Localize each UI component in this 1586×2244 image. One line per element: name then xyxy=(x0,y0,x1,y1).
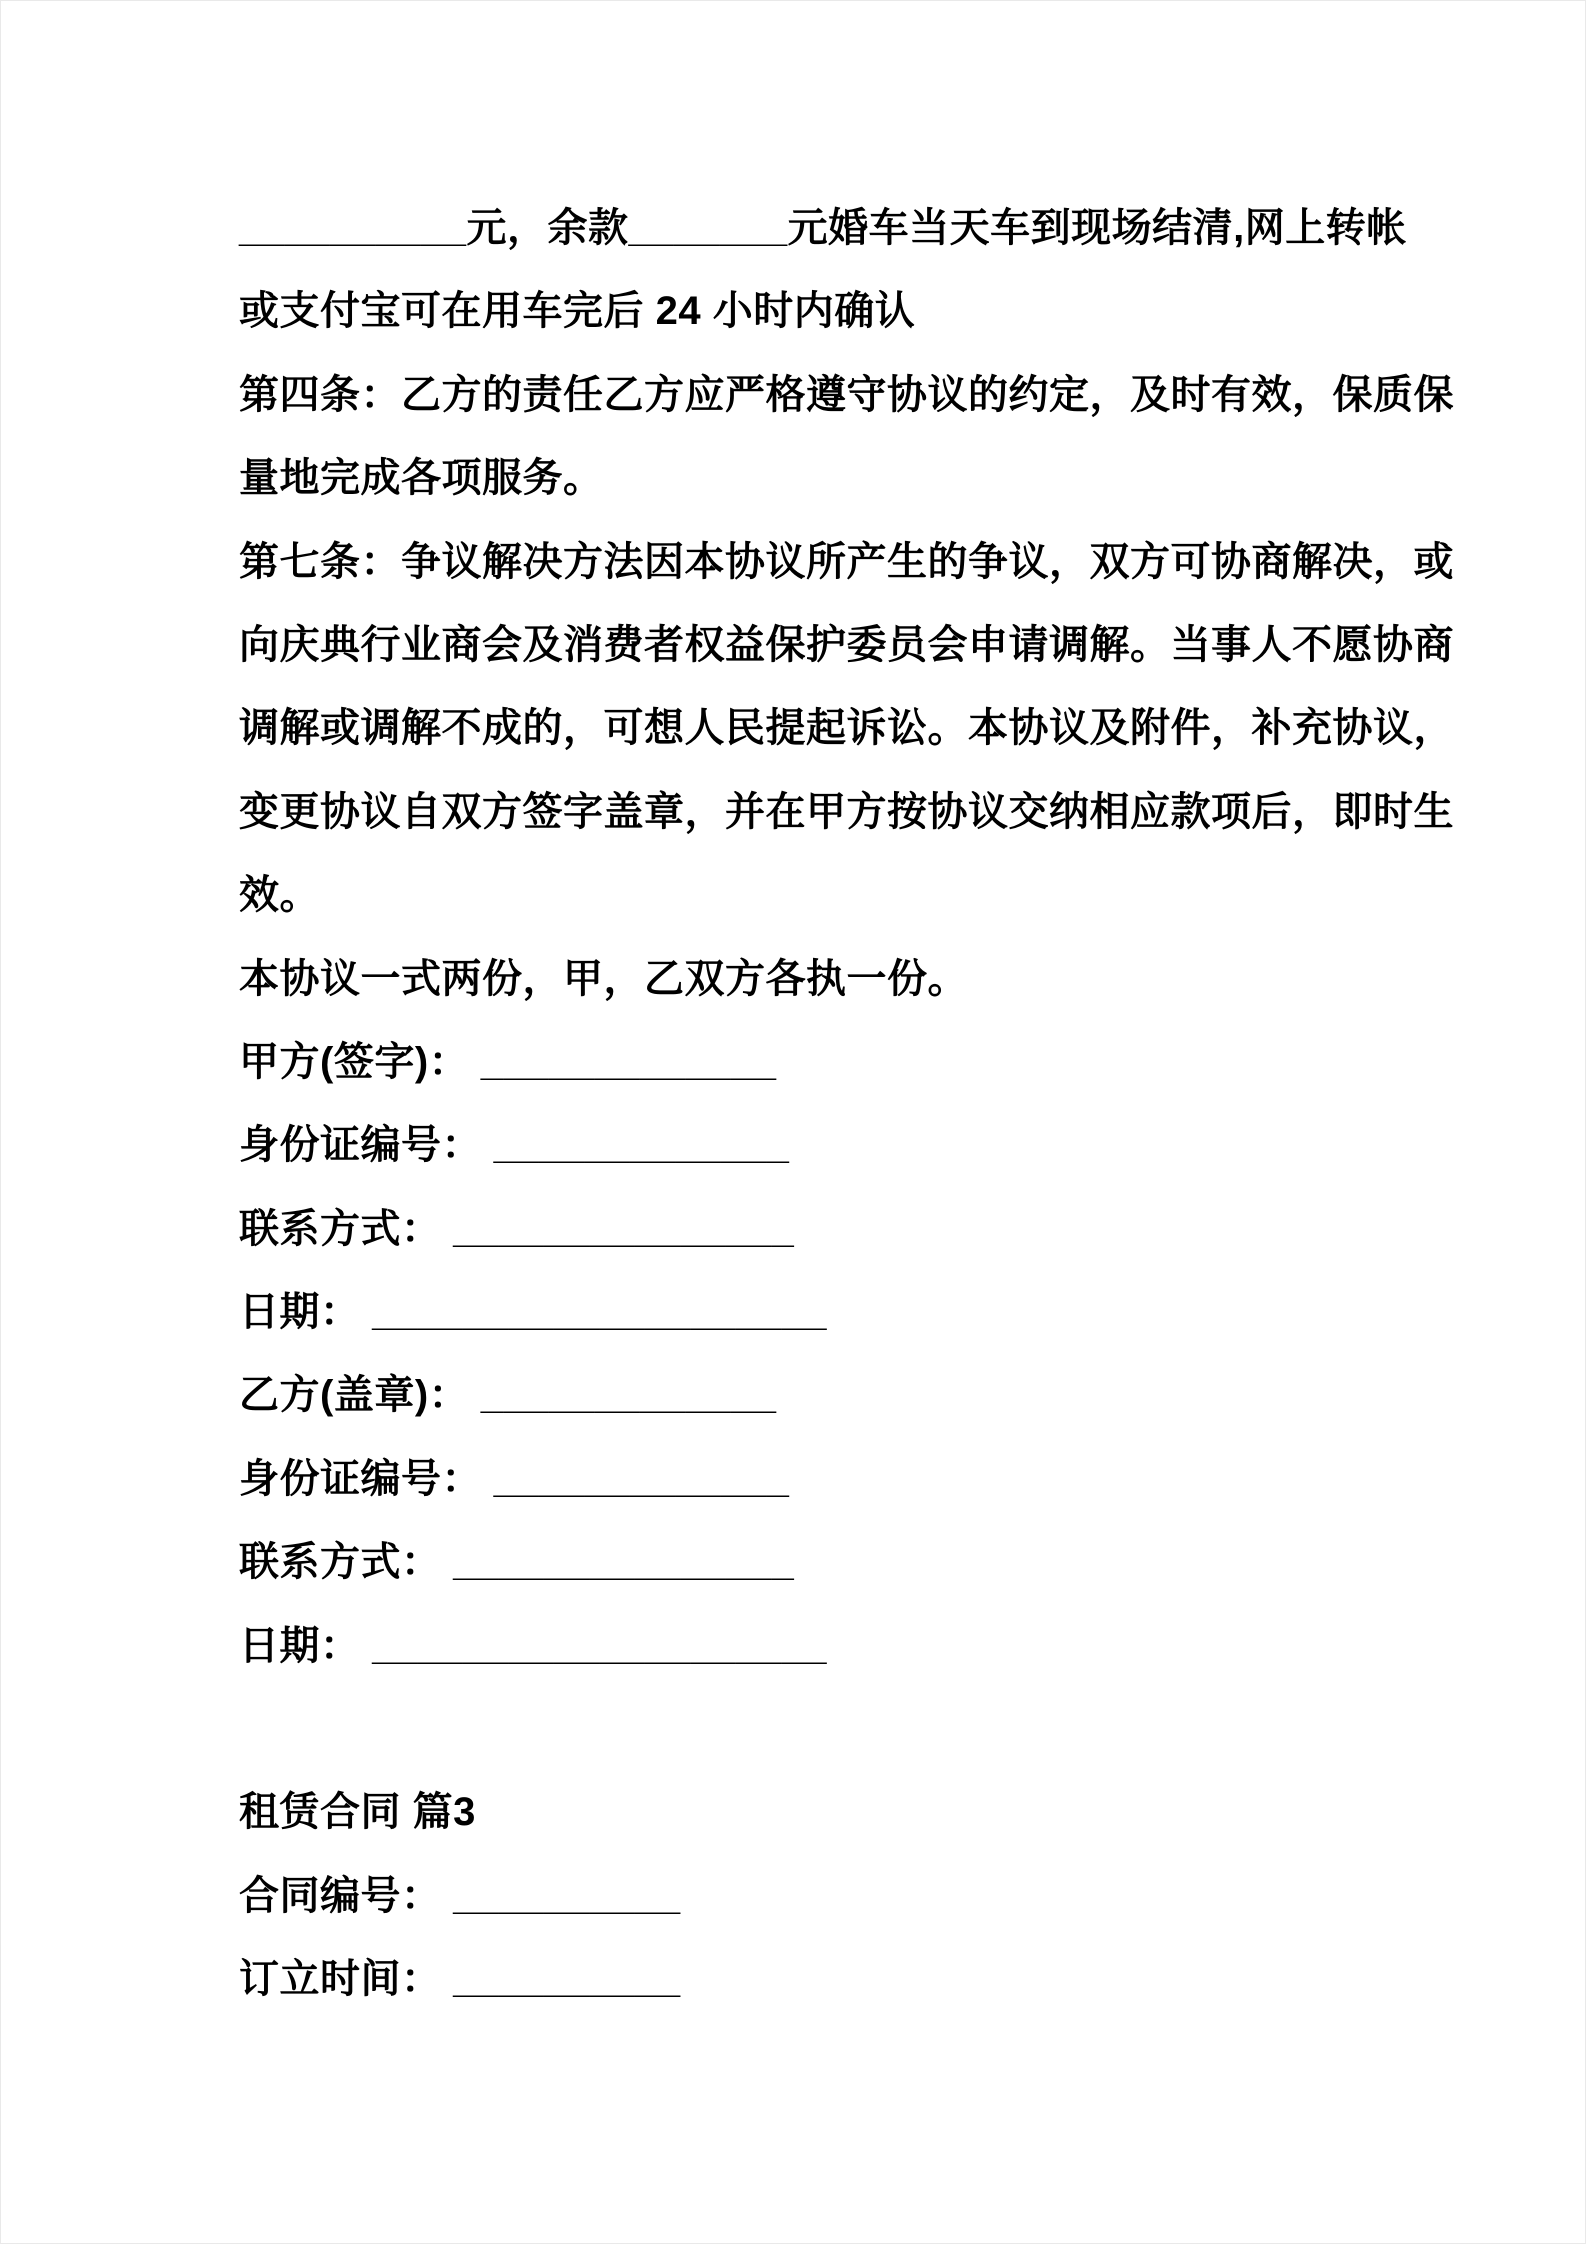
fill-in-line: 甲方(签字)： _____________ xyxy=(239,1039,777,1084)
fill-in-line: 日期： ____________________ xyxy=(239,1623,828,1668)
fill-in-line: 联系方式： _______________ xyxy=(239,1206,795,1251)
fill-in-line: 日期： ____________________ xyxy=(239,1290,828,1335)
text-line: 向庆典行业商会及消费者权益保护委员会申请调解。当事人不愿协商 xyxy=(239,622,1454,667)
text-line: 量地完成各项服务。 xyxy=(239,456,604,501)
text-line: __________元，余款_______元婚车当天车到现场结清,网上转帐 xyxy=(239,206,1407,250)
text-line: 变更协议自双方签字盖章，并在甲方按协议交纳相应款项后，即时生 xyxy=(239,789,1454,834)
fill-in-line: 身份证编号： _____________ xyxy=(239,1456,790,1501)
text-line: 本协议一式两份，甲，乙双方各执一份。 xyxy=(239,956,968,1001)
text-line: 调解或调解不成的，可想人民提起诉讼。本协议及附件，补充协议， xyxy=(239,706,1454,751)
document-body xyxy=(239,187,1479,2022)
section-heading: 租赁合同 篇3 xyxy=(239,1790,476,1835)
blank-line xyxy=(239,1688,1479,1771)
fill-in-line: 订立时间： __________ xyxy=(239,1957,681,2002)
text-line: 第四条：乙方的责任乙方应严格遵守协议的约定，及时有效，保质保 xyxy=(239,372,1454,417)
fill-in-line: 合同编号： __________ xyxy=(239,1873,681,1918)
fill-in-line: 身份证编号： _____________ xyxy=(239,1123,790,1168)
text-line: 效。 xyxy=(239,873,320,918)
text-line: 或支付宝可在用车完后 24 小时内确认 xyxy=(239,289,916,334)
fill-in-line: 联系方式： _______________ xyxy=(239,1540,795,1585)
text-line: 第七条：争议解决方法因本协议所产生的争议，双方可协商解决，或 xyxy=(239,539,1454,584)
fill-in-line: 乙方(盖章)： _____________ xyxy=(239,1373,777,1418)
